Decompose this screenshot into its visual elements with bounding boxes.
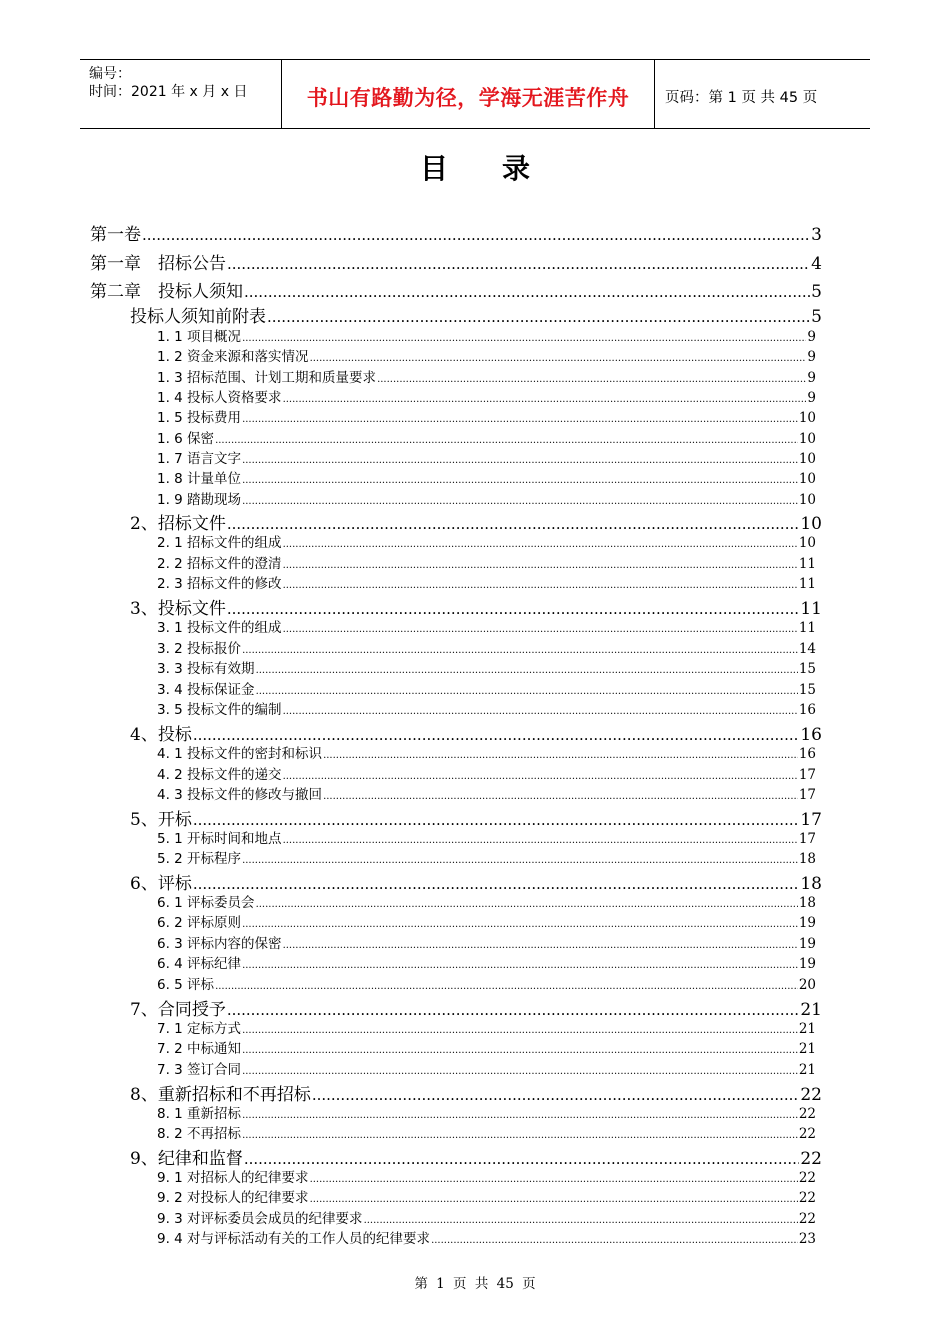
toc-dot-leader bbox=[242, 1045, 798, 1056]
toc-entry-level-3[interactable] bbox=[157, 1102, 816, 1122]
toc-entry-label: 9. 4 对与评标活动有关的工作人员的纪律要求 bbox=[157, 1231, 431, 1247]
toc-dot-leader bbox=[267, 308, 810, 326]
toc-entry-label: 4. 2 投标文件的递交 bbox=[157, 767, 282, 783]
toc-entry-label: 9、纪律和监督 bbox=[130, 1149, 243, 1169]
toc-entry-level-3[interactable] bbox=[157, 1037, 816, 1057]
toc-entry-level-3[interactable] bbox=[157, 488, 816, 508]
toc-dot-leader bbox=[215, 435, 798, 446]
page-footer: 第 1 页 共 45 页 bbox=[414, 1276, 536, 1292]
toc-entry-level-3[interactable] bbox=[157, 386, 816, 406]
toc-entry-label: 4、投标 bbox=[130, 725, 192, 745]
header-page-info: 页码：第 1 页 共 45 页 bbox=[665, 90, 818, 106]
toc-entry-label: 9. 3 对评标委员会成员的纪律要求 bbox=[157, 1211, 363, 1227]
toc-entry-level-2[interactable] bbox=[130, 720, 822, 745]
toc-entry-label: 3. 5 投标文件的编制 bbox=[157, 702, 282, 718]
header-page-cell bbox=[655, 60, 870, 128]
toc-dot-leader bbox=[323, 791, 798, 802]
toc-entry-level-2[interactable] bbox=[130, 509, 822, 534]
toc-entry-level-1[interactable] bbox=[90, 249, 822, 273]
toc-entry-page-number: 10 bbox=[798, 431, 816, 447]
toc-entry-label: 9. 1 对招标人的纪律要求 bbox=[157, 1170, 309, 1186]
toc-title: 目录 bbox=[419, 152, 584, 185]
toc-dot-leader bbox=[215, 981, 798, 992]
toc-entry-level-3[interactable] bbox=[157, 763, 816, 783]
toc-entry-label: 6. 2 评标原则 bbox=[157, 915, 242, 931]
toc-entry-level-3[interactable] bbox=[157, 366, 816, 386]
toc-dot-leader bbox=[242, 919, 798, 930]
toc-entry-label: 7. 3 签订合同 bbox=[157, 1062, 242, 1078]
toc-entry-level-3[interactable] bbox=[157, 698, 816, 718]
toc-dot-leader bbox=[256, 686, 798, 697]
toc-entry-page-number: 11 bbox=[798, 556, 816, 572]
toc-entry-level-3[interactable] bbox=[157, 467, 816, 487]
toc-dot-leader bbox=[242, 855, 798, 866]
toc-entry-level-3[interactable] bbox=[157, 827, 816, 847]
toc-entry-label: 9. 2 对投标人的纪律要求 bbox=[157, 1190, 309, 1206]
toc-entry-page-number: 5 bbox=[811, 307, 822, 327]
toc-entry-page-number: 17 bbox=[798, 767, 816, 783]
toc-entry-level-3[interactable] bbox=[157, 1058, 816, 1078]
toc-entry-label: 4. 1 投标文件的密封和标识 bbox=[157, 746, 323, 762]
toc-dot-leader bbox=[244, 283, 810, 301]
toc-entry-label: 第二章 投标人须知 bbox=[90, 282, 243, 302]
toc-entry-page-number: 10 bbox=[798, 535, 816, 551]
toc-entry-level-3[interactable] bbox=[157, 742, 816, 762]
toc-dot-leader bbox=[242, 455, 798, 466]
toc-entry-level-1[interactable] bbox=[90, 220, 822, 244]
toc-dot-leader bbox=[283, 940, 798, 951]
toc-entry-label: 1. 7 语言文字 bbox=[157, 451, 242, 467]
toc-entry-level-3[interactable] bbox=[157, 427, 816, 447]
toc-entry-level-3[interactable] bbox=[157, 891, 816, 911]
toc-entry-level-3[interactable] bbox=[157, 616, 816, 636]
toc-dot-leader bbox=[283, 624, 798, 635]
toc-entry-label: 投标人须知前附表 bbox=[130, 307, 266, 327]
toc-entry-label: 2. 2 招标文件的澄清 bbox=[157, 556, 282, 572]
toc-entry-level-3[interactable] bbox=[157, 657, 816, 677]
toc-entry-level-3[interactable] bbox=[157, 552, 816, 572]
toc-entry-page-number: 17 bbox=[800, 810, 822, 830]
toc-entry-level-3[interactable] bbox=[157, 447, 816, 467]
toc-entry-label: 4. 3 投标文件的修改与撤回 bbox=[157, 787, 323, 803]
toc-entry-page-number: 10 bbox=[800, 514, 822, 534]
toc-entry-page-number: 9 bbox=[807, 390, 816, 406]
toc-entry-label: 3、投标文件 bbox=[130, 599, 226, 619]
toc-dot-leader bbox=[283, 394, 807, 405]
toc-entry-label: 2、招标文件 bbox=[130, 514, 226, 534]
toc-entry-page-number: 11 bbox=[798, 620, 816, 636]
toc-entry-label: 2. 3 招标文件的修改 bbox=[157, 576, 282, 592]
toc-entry-level-3[interactable] bbox=[157, 952, 816, 972]
toc-entry-page-number: 18 bbox=[798, 895, 816, 911]
toc-entry-label: 1. 2 资金来源和落实情况 bbox=[157, 349, 309, 365]
toc-entry-page-number: 15 bbox=[798, 661, 816, 677]
toc-entry-level-2[interactable] bbox=[130, 1080, 822, 1105]
toc-entry-page-number: 18 bbox=[798, 851, 816, 867]
toc-entry-page-number: 18 bbox=[800, 874, 822, 894]
toc-entry-label: 3. 2 投标报价 bbox=[157, 641, 242, 657]
toc-dot-leader bbox=[283, 771, 798, 782]
page-header bbox=[80, 59, 870, 129]
toc-entry-label: 6. 4 评标纪律 bbox=[157, 956, 242, 972]
toc-entry-level-3[interactable] bbox=[157, 572, 816, 592]
toc-dot-leader bbox=[242, 1066, 798, 1077]
toc-entry-page-number: 19 bbox=[798, 956, 816, 972]
toc-dot-leader bbox=[242, 414, 798, 425]
toc-entry-level-2[interactable] bbox=[130, 869, 822, 894]
toc-entry-level-2[interactable] bbox=[130, 1144, 822, 1169]
toc-entry-label: 5、开标 bbox=[130, 810, 192, 830]
toc-entry-level-3[interactable] bbox=[157, 932, 816, 952]
toc-dot-leader bbox=[242, 333, 806, 344]
toc-dot-leader bbox=[242, 1025, 798, 1036]
toc-entry-label: 5. 1 开标时间和地点 bbox=[157, 831, 282, 847]
toc-entry-level-1[interactable] bbox=[90, 277, 822, 301]
toc-entry-level-3[interactable] bbox=[157, 1122, 816, 1142]
toc-entry-label: 1. 6 保密 bbox=[157, 431, 215, 447]
toc-dot-leader bbox=[242, 645, 798, 656]
toc-entry-label: 1. 9 踏勘现场 bbox=[157, 492, 242, 508]
toc-entry-level-3[interactable] bbox=[157, 783, 816, 803]
toc-entry-page-number: 19 bbox=[798, 936, 816, 952]
toc-entry-label: 2. 1 招标文件的组成 bbox=[157, 535, 282, 551]
toc-dot-leader bbox=[323, 750, 798, 761]
toc-entry-label: 3. 4 投标保证金 bbox=[157, 682, 255, 698]
toc-entry-level-3[interactable] bbox=[157, 325, 816, 345]
toc-dot-leader bbox=[242, 496, 798, 507]
toc-entry-page-number: 5 bbox=[811, 282, 822, 302]
toc-entry-label: 1. 5 投标费用 bbox=[157, 410, 242, 426]
toc-dot-leader bbox=[310, 1174, 798, 1185]
toc-dot-leader bbox=[377, 374, 806, 385]
toc-dot-leader bbox=[310, 1194, 798, 1205]
toc-entry-level-2[interactable] bbox=[130, 995, 822, 1020]
toc-entry-label: 3. 3 投标有效期 bbox=[157, 661, 255, 677]
toc-entry-page-number: 20 bbox=[798, 977, 816, 993]
toc-entry-page-number: 16 bbox=[798, 746, 816, 762]
toc-entry-label: 7、合同授予 bbox=[130, 1000, 226, 1020]
toc-dot-leader bbox=[283, 835, 798, 846]
toc-entry-level-3[interactable] bbox=[157, 911, 816, 931]
toc-entry-label: 8、重新招标和不再招标 bbox=[130, 1085, 311, 1105]
toc-dot-leader bbox=[364, 1215, 798, 1226]
toc-entry-level-3[interactable] bbox=[157, 345, 816, 365]
toc-entry-level-3[interactable] bbox=[157, 1207, 816, 1227]
toc-entry-page-number: 15 bbox=[798, 682, 816, 698]
toc-entry-page-number: 9 bbox=[807, 329, 816, 345]
toc-entry-level-2[interactable] bbox=[130, 594, 822, 619]
toc-dot-leader bbox=[142, 226, 810, 244]
toc-entry-level-3[interactable] bbox=[157, 1227, 816, 1247]
toc-dot-leader bbox=[242, 475, 798, 486]
toc-entry-page-number: 3 bbox=[811, 225, 822, 245]
toc-entry-page-number: 9 bbox=[807, 370, 816, 386]
document-time-label: 时间：2021 年 x 月 x 日 bbox=[89, 84, 248, 100]
toc-dot-leader bbox=[256, 899, 798, 910]
toc-entry-page-number: 21 bbox=[798, 1021, 816, 1037]
toc-entry-page-number: 23 bbox=[798, 1231, 816, 1247]
header-motto-cell bbox=[282, 60, 655, 128]
header-meta-cell bbox=[80, 60, 282, 128]
toc-dot-leader bbox=[431, 1235, 798, 1246]
toc-dot-leader bbox=[256, 665, 798, 676]
toc-dot-leader bbox=[283, 560, 798, 571]
toc-entry-label: 5. 2 开标程序 bbox=[157, 851, 242, 867]
toc-entry-level-3[interactable] bbox=[157, 531, 816, 551]
toc-entry-page-number: 21 bbox=[798, 1062, 816, 1078]
toc-entry-level-3[interactable] bbox=[157, 1186, 816, 1206]
toc-entry-label: 6. 1 评标委员会 bbox=[157, 895, 255, 911]
toc-entry-label: 7. 2 中标通知 bbox=[157, 1041, 242, 1057]
toc-entry-page-number: 17 bbox=[798, 831, 816, 847]
toc-dot-leader bbox=[310, 353, 807, 364]
toc-dot-leader bbox=[242, 1130, 798, 1141]
toc-dot-leader bbox=[242, 960, 798, 971]
toc-entry-page-number: 10 bbox=[798, 492, 816, 508]
toc-dot-leader bbox=[283, 580, 798, 591]
toc-entry-level-3[interactable] bbox=[157, 847, 816, 867]
toc-entry-page-number: 16 bbox=[798, 702, 816, 718]
toc-entry-page-number: 22 bbox=[800, 1149, 822, 1169]
toc-entry-page-number: 21 bbox=[800, 1000, 822, 1020]
toc-entry-page-number: 22 bbox=[798, 1106, 816, 1122]
toc-entry-label: 3. 1 投标文件的组成 bbox=[157, 620, 282, 636]
document-number-label: 编号： bbox=[89, 66, 131, 82]
toc-entry-label: 1. 1 项目概况 bbox=[157, 329, 242, 345]
toc-entry-label: 1. 4 投标人资格要求 bbox=[157, 390, 282, 406]
toc-entry-page-number: 4 bbox=[811, 254, 822, 274]
toc-entry-page-number: 22 bbox=[798, 1170, 816, 1186]
toc-entry-label: 第一章 招标公告 bbox=[90, 254, 226, 274]
toc-entry-label: 6. 3 评标内容的保密 bbox=[157, 936, 282, 952]
toc-entry-page-number: 10 bbox=[798, 451, 816, 467]
toc-dot-leader bbox=[242, 1110, 798, 1121]
toc-entry-page-number: 10 bbox=[798, 410, 816, 426]
toc-entry-page-number: 19 bbox=[798, 915, 816, 931]
toc-dot-leader bbox=[227, 255, 810, 273]
toc-entry-page-number: 9 bbox=[807, 349, 816, 365]
toc-entry-page-number: 22 bbox=[798, 1126, 816, 1142]
toc-entry-label: 1. 8 计量单位 bbox=[157, 471, 242, 487]
toc-entry-level-3[interactable] bbox=[157, 973, 816, 993]
header-motto: 书山有路勤为径，学海无涯苦作舟 bbox=[306, 86, 630, 110]
toc-entry-level-3[interactable] bbox=[157, 678, 816, 698]
toc-entry-label: 7. 1 定标方式 bbox=[157, 1021, 242, 1037]
toc-entry-label: 8. 1 重新招标 bbox=[157, 1106, 242, 1122]
toc-dot-leader bbox=[283, 539, 798, 550]
toc-entry-page-number: 14 bbox=[798, 641, 816, 657]
toc-entry-level-3[interactable] bbox=[157, 637, 816, 657]
toc-entry-label: 1. 3 招标范围、计划工期和质量要求 bbox=[157, 370, 377, 386]
toc-entry-page-number: 22 bbox=[798, 1211, 816, 1227]
toc-entry-page-number: 11 bbox=[800, 599, 822, 619]
toc-entry-level-3[interactable] bbox=[157, 1017, 816, 1037]
toc-entry-page-number: 17 bbox=[798, 787, 816, 803]
toc-entry-level-2[interactable] bbox=[130, 302, 822, 327]
toc-entry-page-number: 22 bbox=[800, 1085, 822, 1105]
toc-dot-leader bbox=[283, 706, 798, 717]
toc-entry-level-2[interactable] bbox=[130, 805, 822, 830]
toc-entry-label: 6. 5 评标 bbox=[157, 977, 215, 993]
toc-entry-page-number: 10 bbox=[798, 471, 816, 487]
toc-entry-page-number: 11 bbox=[798, 576, 816, 592]
toc-entry-page-number: 22 bbox=[798, 1190, 816, 1206]
toc-entry-label: 第一卷 bbox=[90, 225, 141, 245]
toc-entry-level-3[interactable] bbox=[157, 406, 816, 426]
toc-entry-page-number: 16 bbox=[800, 725, 822, 745]
toc-entry-level-3[interactable] bbox=[157, 1166, 816, 1186]
toc-entry-label: 8. 2 不再招标 bbox=[157, 1126, 242, 1142]
toc-entry-page-number: 21 bbox=[798, 1041, 816, 1057]
toc-entry-label: 6、评标 bbox=[130, 874, 192, 894]
